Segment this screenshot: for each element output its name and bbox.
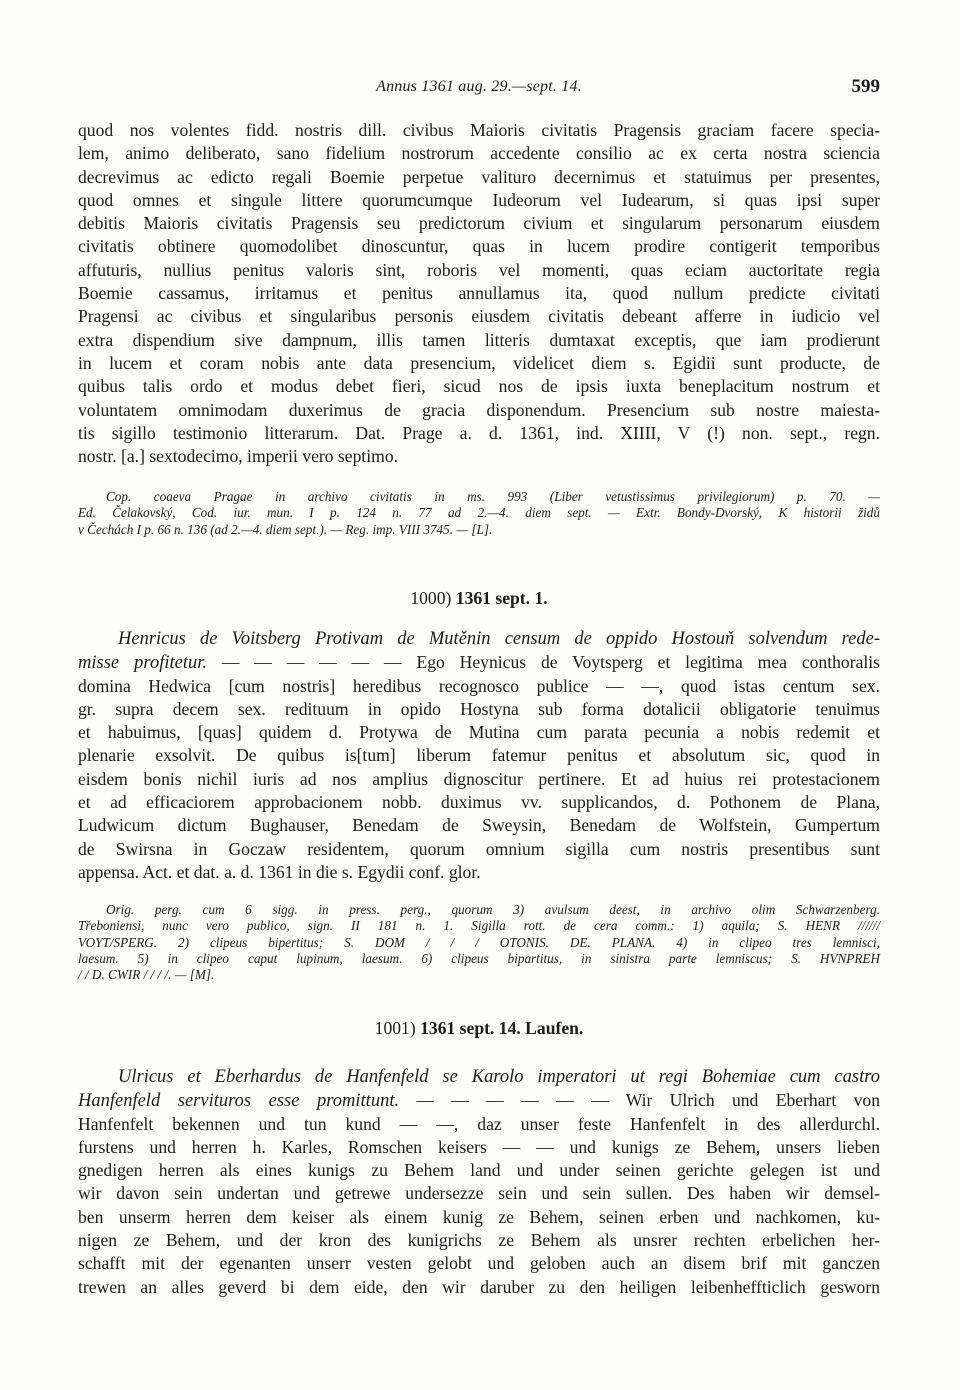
running-head [78, 78, 880, 102]
text-line: domina Hedwica [cum nostris] heredibus recognosco publice — —, quod istas centum sex. [78, 675, 880, 696]
text-line: nostr. [a.] sextodecimo, imperii vero septimo. [78, 446, 399, 467]
text-line: appensa. Act. et dat. a. d. 1361 in die s. Egydii conf. glor. [78, 861, 481, 882]
text-line: furstens und herren h. Karles, Romschen keisers — — und kunigs ze Behem, unsers lieben [78, 1136, 880, 1157]
document-number: 1000) [410, 588, 452, 608]
text-line: nigen ze Behem, und der kron des kunigrichs ze Behem als unsrer rechten erbelichen her- [78, 1230, 880, 1251]
regest-end: Hanfenfeld servituros esse promittunt. [78, 1091, 400, 1112]
text-line: Ludwicum dictum Bughauser, Benedam de Sweysin, Benedam de Wolfstein, Gumpertum [78, 815, 880, 836]
text-line: trewen an alles geverd bi dem eide, den wir daruber zu den heiligen leibenheffticlich gesworn [78, 1276, 880, 1297]
intro-text [78, 119, 880, 468]
text-line: quibus talis ordo et modus debet fieri, sicud nos de ipsis iuxta beneplacitum nostrum et [78, 376, 880, 397]
document-heading-1001 [78, 1018, 880, 1039]
regest-mixed-line [78, 1089, 880, 1112]
text-line: civitatis obtinere quomodolibet dinoscuntur, quas in lucem prodire contigerit temporibus [78, 236, 880, 257]
text-line: Hanfenfelt bekennen und tun kund — —, daz unser feste Hanfenfelt in des allerdurchl. [78, 1113, 880, 1134]
document-heading-1000 [78, 588, 880, 609]
text-start: — — — — — — Wir Ulrich und Eberhart von [399, 1090, 880, 1111]
text-line: Pragensi ac civibus et singularibus personis eiusdem civitatis debeant afferre in iudicio vel [78, 306, 880, 327]
text-line: quod nos volentes fidd. nostris dill. civibus Maioris civitatis Pragensis graciam facere specia- [78, 120, 880, 140]
note-line: Ed. Čelakovský, Cod. iur. mun. I p. 124 n. 77 ad 2.—4. diem sept. — Extr. Bondy-Dvorský, K historii židů [78, 505, 880, 521]
text-line: extra dispendium sive dampnum, illis tamen litteris dumtaxat exceptis, que iam prodierunt [78, 329, 880, 350]
text-line: et habuimus, [quas] quidem d. Protywa de Mutina cum parata pecunia a nobis redemit et [78, 722, 880, 743]
text-line: de Swirsna in Goczaw residentem, quorum omnium sigilla cum nostris presentibus sunt [78, 838, 880, 859]
text-line: quod omnes et singule littere quorumcumque Iudeorum vel Iudearum, si quas ipsi super [78, 189, 880, 210]
text-line: Boemie cassamus, irritamus et penitus annullamus ita, quod nullum predicte civitati [78, 283, 880, 304]
text-line: affuturis, nullius penitus valoris sint, roboris vel momenti, quas eciam auctoritate regia [78, 259, 880, 280]
regest-mixed-line [78, 651, 880, 674]
text-line: gnedigen herren als eines kunigs zu Behem land und under seinen gerichte gelegen ist und [78, 1160, 880, 1181]
note-line: laesum. 5) in clipeo caput lupinum, laesum. 6) clipeus bipartitus, in sinistra parte lemniscus; S. HVNPREH [78, 950, 880, 966]
text-line: plenarie exsolvit. De quibus is[tum] liberum fatemur penitus et absolutum sic, quod in [78, 745, 880, 766]
text-line: wir davon sein undertan und getrewe undersezze sein und sein sullen. Des haben wir demsel- [78, 1183, 880, 1204]
text-line: decrevimus ac edicto regali Boemie perpetue valituro decernimus et statuimus per presentes, [78, 166, 880, 187]
text-line: debitis Maioris civitatis Pragensis seu predictorum civium et singularum personarum eiusdem [78, 213, 880, 234]
text-line: schafft mit der egenanten unserr vesten gelobt und geloben auch an disem brif mit ganczen [78, 1253, 880, 1274]
text-line: et ad efficaciorem approbacionem nobb. duximus vv. supplicandos, d. Pothonem de Plana, [78, 792, 880, 813]
regest-line: Ulricus et Eberhardus de Hanfenfeld se Karolo imperatori ut regi Bohemiae cum castro [118, 1067, 880, 1087]
text-line: in lucem et coram nobis ante data presencium, videlicet diem s. Egidii sunt producte, de [78, 352, 880, 373]
note-line: / / D. CWIR / / / /. — [M]. [78, 967, 215, 983]
text-line: lem, animo deliberato, sano fidelium nostrorum accedente consilio ac ex certa nostra sciencia [78, 143, 880, 164]
document-1001-body [78, 1066, 880, 1299]
text-line: gr. supra decem sex. redituum in opido Hostyna sub forma dotalicii obligatorie tenuimus [78, 698, 880, 719]
document-number: 1001) [374, 1018, 416, 1038]
document-date: 1361 sept. 14. Laufen. [420, 1018, 584, 1038]
note-line: Třeboniensi, nunc vero publico, sign. II 181 n. 1. Sigilla rott. de cera comm.: 1) aquila; S. HENR ////// [78, 918, 880, 934]
text-line: tis sigillo testimonio litterarum. Dat. Prage a. d. 1361, ind. XIIII, V (!) non. sept., regn. [78, 422, 880, 443]
note-line: Cop. coaeva Pragae in archivo civitatis in ms. 993 (Liber vetustissimus privilegiorum) p. 70. — [106, 489, 880, 504]
intro-source-note [78, 489, 880, 538]
note-line: v Čechách I p. 66 n. 136 (ad 2.—4. diem sept.). — Reg. imp. VIII 3745. — [L]. [78, 521, 493, 537]
regest-end: misse profitetur. [78, 653, 207, 674]
regest-line: Henricus de Voitsberg Protivam de Mutěnin censum de oppido Hostouň solvendum rede- [118, 629, 880, 649]
document-1000-source-note [78, 902, 880, 983]
document-date: 1361 sept. 1. [455, 588, 548, 608]
page-number: 599 [851, 76, 880, 97]
note-line: Orig. perg. cum 6 sigg. in press. perg., quorum 3) avulsum deest, in archivo olim Schwarzenberg. [106, 902, 880, 917]
text-line: eisdem bonis nichil iuris ad nos amplius dignoscitur pertinere. Et ad huius rei protestacionem [78, 768, 880, 789]
running-head-title: Annus 1361 aug. 29.—sept. 14. [376, 78, 582, 95]
text-start: — — — — — — Ego Heynicus de Voytsperg et legitima mea conthoralis [207, 652, 880, 673]
text-line: ben unserm herren dem keiser als einem kunig ze Behem, seinen erben und nachkomen, ku- [78, 1206, 880, 1227]
document-1000-body [78, 628, 880, 884]
note-line: VOYT/SPERG. 2) clipeus bipertitus; S. DOM / / / OTONIS. DE. PLANA. 4) in clipeo tres lemnisci, [78, 934, 880, 950]
text-line: voluntatem omnimodam duxerimus de gracia disponendum. Presencium sub nostre maiesta- [78, 399, 880, 420]
